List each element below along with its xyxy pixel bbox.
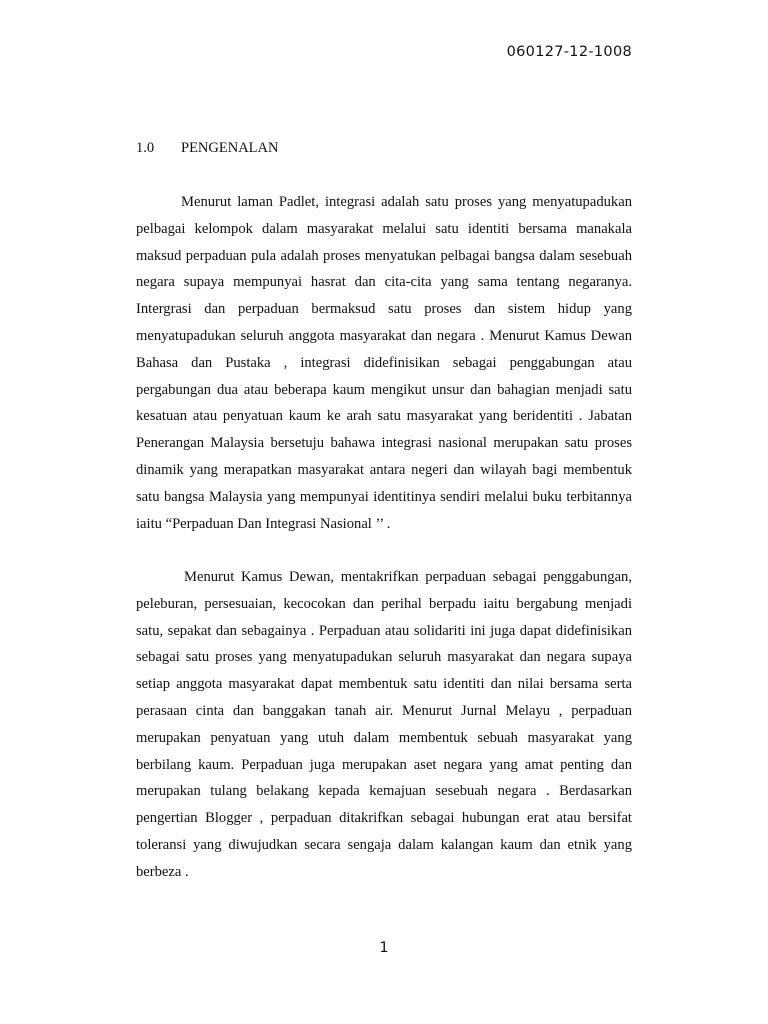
paragraph-text: Menurut Kamus Dewan, mentakrifkan perpaduan sebagai penggabungan, peleburan, persesuaian, kecocokan dan perihal berpadu iaitu bergabung menjadi satu, sepakat dan sebagainya . Perpaduan atau solidariti ini juga dapat didefinisikan sebagai satu proses yang menyatupadukan seluruh masyarakat dan negara supaya setiap anggota masyarakat dapat membentuk satu identiti dan nilai bersama serta perasaan cinta dan banggakan tanah air. Menurut Jurnal Melayu , perpaduan merupakan penyatuan yang utuh dalam membentuk sebuah masyarakat yang berbilang kaum. Perpaduan juga merupakan aset negara yang amat penting dan merupakan tulang belakang kepada kemajuan sesebuah negara . Berdasarkan pengertian Blogger , perpaduan ditakrifkan sebagai hubungan erat atau bersifat toleransi yang diwujudkan secara sengaja dalam kalangan kaum dan etnik yang berbeza . [136,569,632,880]
section-title: PENGENALAN [181,140,279,156]
section-heading [136,140,278,157]
paragraph-text: Menurut laman Padlet, integrasi adalah satu proses yang menyatupadukan pelbagai kelompok dalam masyarakat melalui satu identiti bersama manakala maksud perpaduan pula adalah proses menyatukan pelbagai bangsa dalam sesebuah negara supaya mempunyai hasrat dan cita-cita yang sama tentang negaranya. Intergrasi dan perpaduan bermaksud satu proses dan sistem hidup yang menyatupadukan seluruh anggota masyarakat dan negara . Menurut Kamus Dewan Bahasa dan Pustaka , integrasi didefinisikan sebagai penggabungan atau pergabungan dua atau beberapa kaum mengikut unsur dan bahagian menjadi satu kesatuan atau penyatuan kaum ke arah satu masyarakat yang beridentiti . Jabatan Penerangan Malaysia bersetuju bahawa integrasi nasional merupakan satu proses dinamik yang merapatkan masyarakat antara negeri dan wilayah bagi membentuk satu bangsa Malaysia yang mempunyai identitinya sendiri melalui buku terbitannya iaitu “Perpaduan Dan Integrasi Nasional ’’ . [136,194,632,532]
page-number: 1 [379,940,389,956]
document-header-id: 060127-12-1008 [506,44,632,60]
section-number: 1.0 [136,140,155,156]
paragraph-1 [136,189,632,537]
paragraph-2 [136,564,632,886]
